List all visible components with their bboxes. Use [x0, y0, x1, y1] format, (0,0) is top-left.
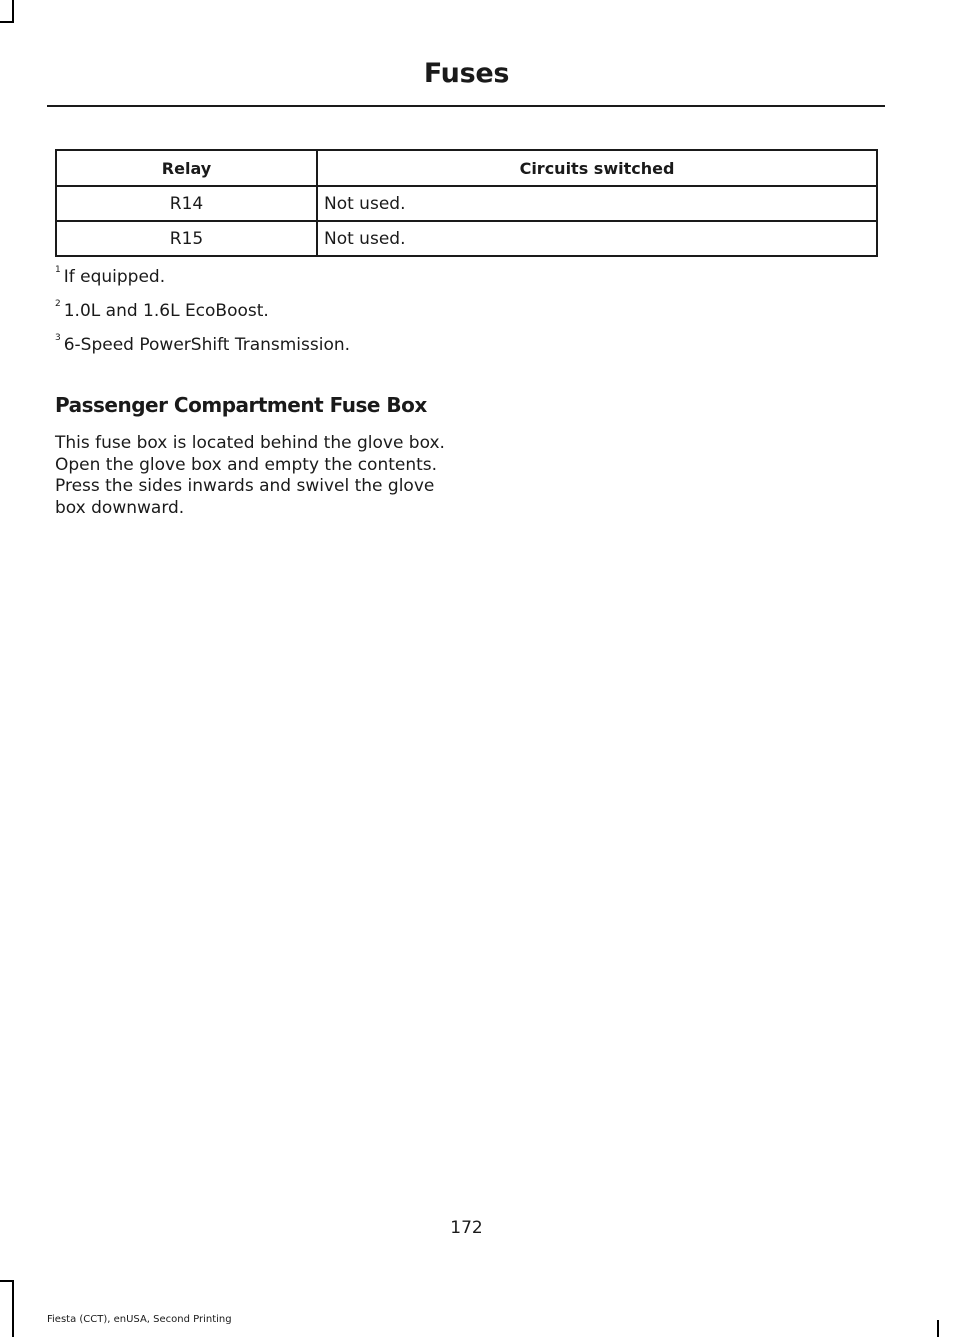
- footnote-text: 6-Speed PowerShift Transmission.: [63, 335, 351, 355]
- section-heading: Passenger Compartment Fuse Box: [55, 393, 427, 417]
- crop-mark-bottom-left-v: [12, 1280, 14, 1337]
- footnote-mark: 1: [55, 265, 61, 275]
- circuits-cell: Not used.: [317, 221, 877, 256]
- table-header-row: [56, 150, 877, 186]
- circuits-cell: Not used.: [317, 186, 877, 221]
- column-header-relay: Relay: [56, 150, 317, 186]
- crop-mark-top-left-v: [12, 0, 14, 22]
- crop-mark-bottom-right-v: [937, 1320, 939, 1337]
- footnote-mark: 3: [55, 333, 61, 343]
- header-divider: [47, 105, 885, 107]
- footnote-text: 1.0L and 1.6L EcoBoost.: [63, 301, 269, 321]
- relay-table: [55, 149, 878, 257]
- footnote-mark: 2: [55, 299, 61, 309]
- table-row: [56, 186, 877, 221]
- relay-cell: R14: [56, 186, 317, 221]
- page-number: 172: [450, 1218, 483, 1238]
- crop-mark-top-left-h: [0, 21, 14, 23]
- footnote-text: If equipped.: [63, 267, 166, 287]
- footnote-2: [55, 301, 269, 321]
- page-title: Fuses: [423, 58, 510, 89]
- crop-mark-bottom-left-h: [0, 1280, 14, 1282]
- footnote-3: [55, 335, 350, 355]
- footnote-1: [55, 267, 165, 287]
- column-header-circuits-switched: Circuits switched: [317, 150, 877, 186]
- edition-footer: Fiesta (CCT), enUSA, Second Printing: [47, 1314, 232, 1325]
- table-row: [56, 221, 877, 256]
- relay-cell: R15: [56, 221, 317, 256]
- section-body-text: This fuse box is located behind the glove box. Open the glove box and empty the contents. Press the sides inwards and swivel the glove box downward.: [55, 433, 445, 518]
